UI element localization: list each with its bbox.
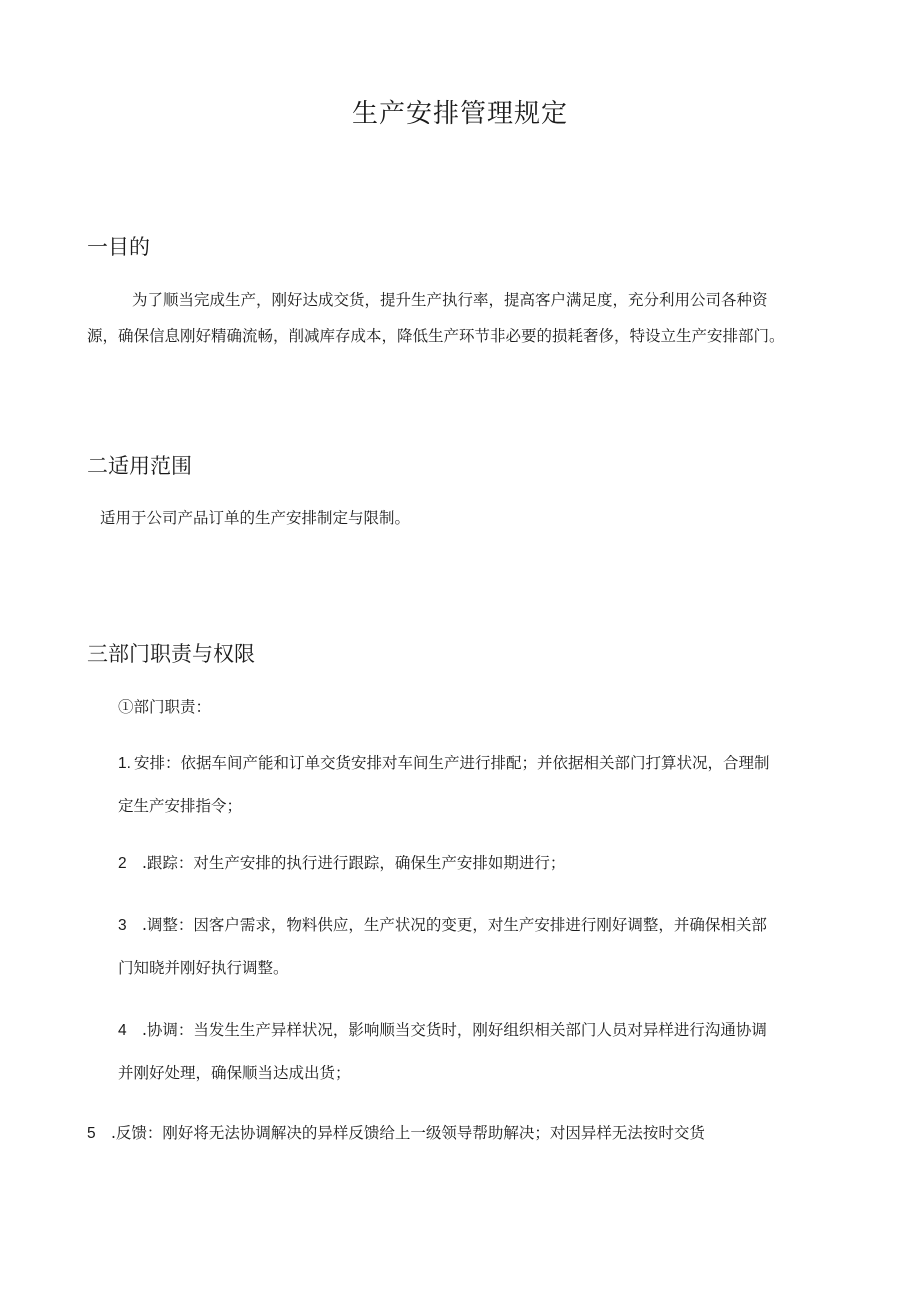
list-item-number: 3 bbox=[118, 917, 127, 934]
document-title: 生产安排管理规定 bbox=[351, 99, 568, 129]
section-heading-purpose: 一目的 bbox=[87, 235, 150, 259]
list-item-number: 5 bbox=[87, 1125, 96, 1142]
list-item-number: 4 bbox=[118, 1022, 127, 1039]
list-item-line: 定生产安排指令； bbox=[118, 797, 243, 815]
list-item-line: .反馈：刚好将无法协调解决的异样反馈给上一级领导帮助解决；对因异样无法按时交货 bbox=[111, 1124, 705, 1142]
list-item-line: .协调：当发生生产异样状况，影响顺当交货时，刚好组织相关部门人员对异样进行沟通协调 bbox=[142, 1021, 767, 1039]
list-item-3 bbox=[118, 907, 767, 986]
list-item-line: 门知晓并刚好执行调整。 bbox=[118, 959, 289, 977]
list-item-1 bbox=[118, 745, 770, 824]
list-item-line: .跟踪：对生产安排的执行进行跟踪，确保生产安排如期进行； bbox=[142, 854, 566, 872]
responsibilities-subheading: ①部门职责： bbox=[118, 698, 212, 716]
section-heading-responsibilities: 三部门职责与权限 bbox=[87, 642, 255, 666]
list-item-5 bbox=[87, 1115, 705, 1152]
list-item-number: 1. bbox=[118, 755, 131, 772]
list-item-line: 安排：依据车间产能和订单交货安排对车间生产进行排配；并依据相关部门打算状况，合理制 bbox=[134, 754, 770, 772]
list-item-line: 并刚好处理，确保顺当达成出货； bbox=[118, 1064, 351, 1082]
purpose-line-1: 为了顺当完成生产，刚好达成交货，提升生产执行率，提高客户满足度，充分利用公司各种资 bbox=[132, 291, 768, 309]
purpose-line-2: 源，确保信息刚好精确流畅，削减库存成本，降低生产环节非必要的损耗奢侈，特设立生产安排部门。 bbox=[87, 327, 785, 345]
list-item-line: .调整：因客户需求，物料供应，生产状况的变更，对生产安排进行刚好调整，并确保相关部 bbox=[142, 916, 767, 934]
purpose-paragraph bbox=[87, 282, 785, 354]
scope-paragraph: 适用于公司产品订单的生产安排制定与限制。 bbox=[100, 509, 411, 527]
list-item-2 bbox=[118, 845, 565, 882]
list-item-number: 2 bbox=[118, 855, 127, 872]
list-item-4 bbox=[118, 1012, 767, 1091]
section-heading-scope: 二适用范围 bbox=[87, 454, 192, 478]
